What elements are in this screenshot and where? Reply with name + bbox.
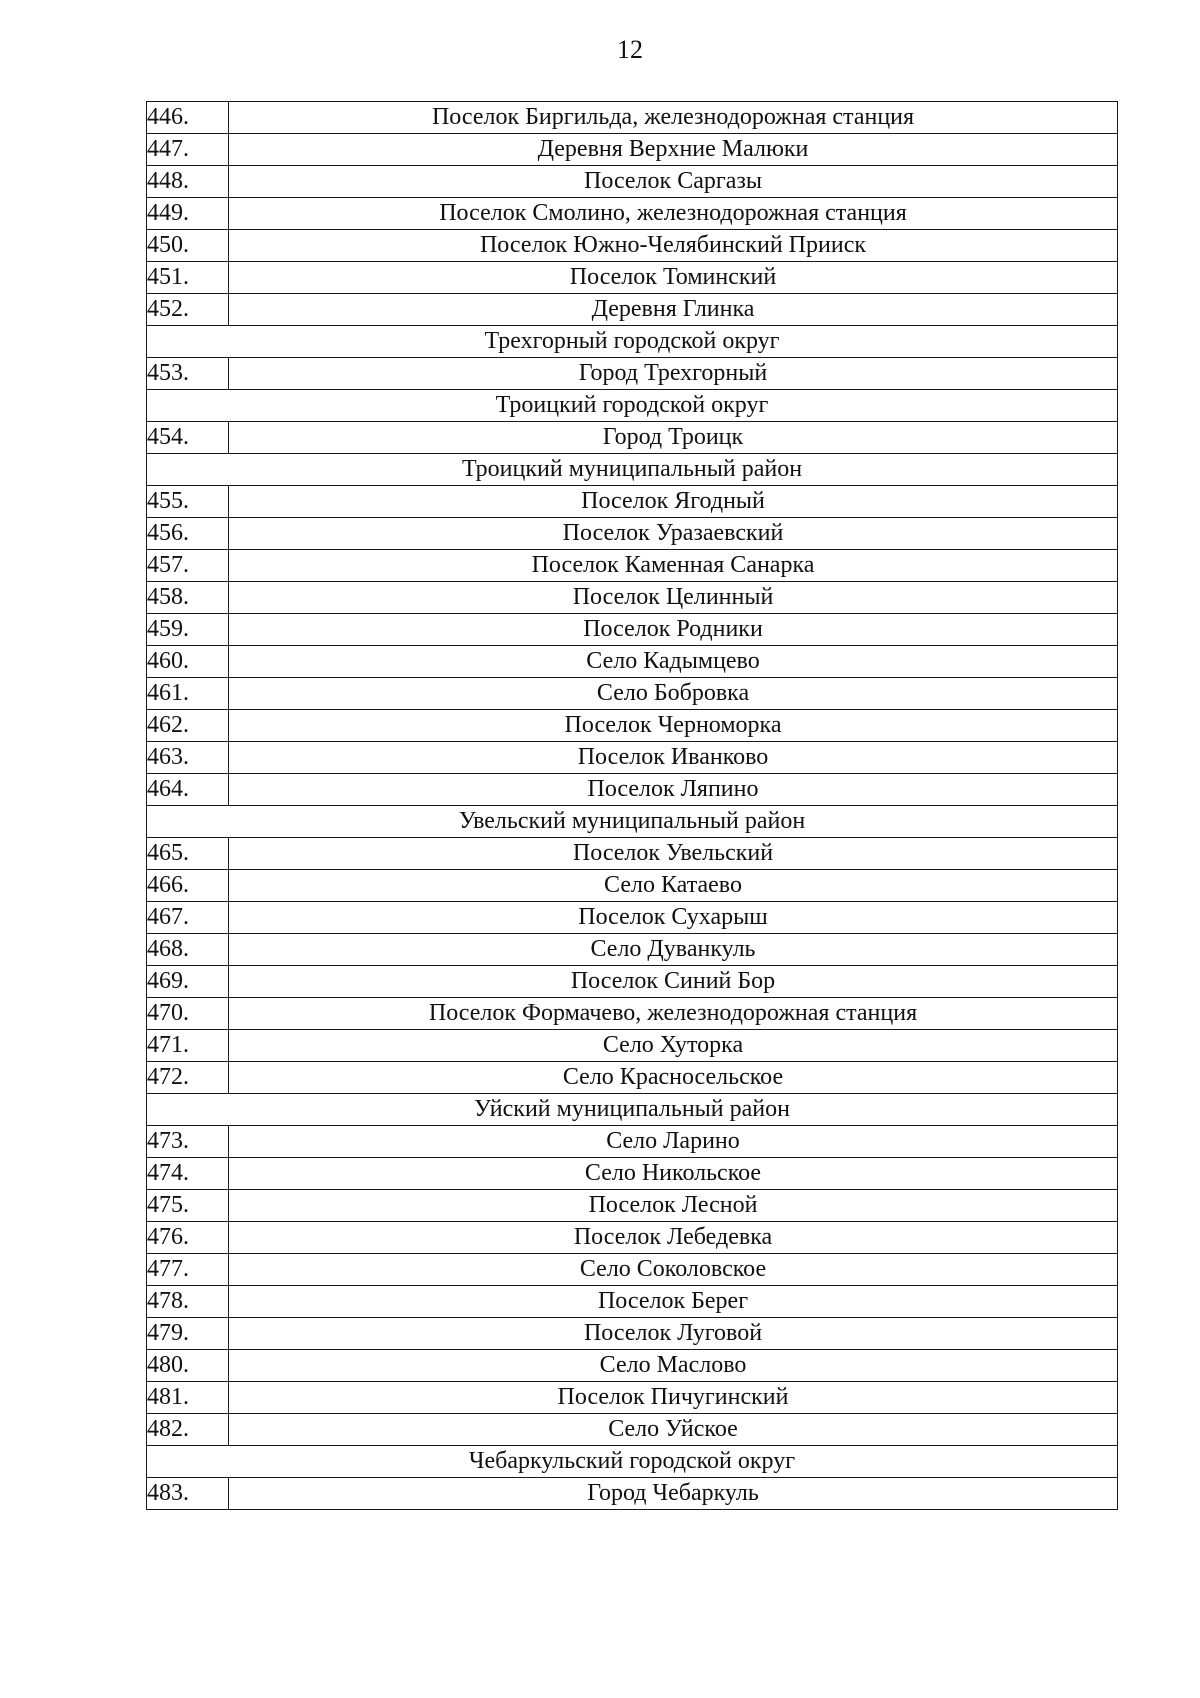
settlement-name: Поселок Берег xyxy=(229,1286,1118,1318)
settlement-name: Поселок Лебедевка xyxy=(229,1222,1118,1254)
table-row xyxy=(147,710,1118,742)
settlement-name: Поселок Синий Бор xyxy=(229,966,1118,998)
section-title: Чебаркульский городской округ xyxy=(147,1446,1118,1478)
settlement-name: Поселок Ягодный xyxy=(229,486,1118,518)
table-row xyxy=(147,262,1118,294)
table-row xyxy=(147,230,1118,262)
section-title: Троицкий городской округ xyxy=(147,390,1118,422)
row-number: 457. xyxy=(147,550,229,582)
table-row xyxy=(147,166,1118,198)
section-title: Трехгорный городской округ xyxy=(147,326,1118,358)
table-row xyxy=(147,1158,1118,1190)
section-header-row xyxy=(147,390,1118,422)
settlement-name: Село Катаево xyxy=(229,870,1118,902)
row-number: 455. xyxy=(147,486,229,518)
settlement-name: Село Кадымцево xyxy=(229,646,1118,678)
section-title: Уйский муниципальный район xyxy=(147,1094,1118,1126)
settlement-name: Поселок Формачево, железнодорожная станция xyxy=(229,998,1118,1030)
row-number: 480. xyxy=(147,1350,229,1382)
table-row xyxy=(147,1382,1118,1414)
table-row xyxy=(147,102,1118,134)
table-row xyxy=(147,1062,1118,1094)
settlement-name: Село Никольское xyxy=(229,1158,1118,1190)
settlement-name: Село Уйское xyxy=(229,1414,1118,1446)
row-number: 464. xyxy=(147,774,229,806)
table-row xyxy=(147,1222,1118,1254)
table-row xyxy=(147,966,1118,998)
row-number: 479. xyxy=(147,1318,229,1350)
table-row xyxy=(147,1190,1118,1222)
table-row xyxy=(147,486,1118,518)
table-row xyxy=(147,1254,1118,1286)
row-number: 450. xyxy=(147,230,229,262)
settlement-name: Поселок Смолино, железнодорожная станция xyxy=(229,198,1118,230)
section-header-row xyxy=(147,454,1118,486)
section-header-row xyxy=(147,1094,1118,1126)
settlement-name: Поселок Саргазы xyxy=(229,166,1118,198)
table-row xyxy=(147,934,1118,966)
settlement-name: Поселок Ляпино xyxy=(229,774,1118,806)
settlement-name: Поселок Томинский xyxy=(229,262,1118,294)
row-number: 473. xyxy=(147,1126,229,1158)
table-row xyxy=(147,742,1118,774)
row-number: 447. xyxy=(147,134,229,166)
row-number: 461. xyxy=(147,678,229,710)
table-row xyxy=(147,1126,1118,1158)
row-number: 454. xyxy=(147,422,229,454)
settlement-name: Поселок Уразаевский xyxy=(229,518,1118,550)
settlement-name: Город Троицк xyxy=(229,422,1118,454)
settlement-name: Село Красносельское xyxy=(229,1062,1118,1094)
settlement-name: Поселок Пичугинский xyxy=(229,1382,1118,1414)
row-number: 459. xyxy=(147,614,229,646)
row-number: 478. xyxy=(147,1286,229,1318)
row-number: 477. xyxy=(147,1254,229,1286)
page-number: 12 xyxy=(617,35,643,64)
table-row xyxy=(147,1478,1118,1510)
table-row xyxy=(147,646,1118,678)
section-title: Троицкий муниципальный район xyxy=(147,454,1118,486)
table-row xyxy=(147,294,1118,326)
settlement-name: Поселок Иванково xyxy=(229,742,1118,774)
table-row xyxy=(147,1286,1118,1318)
row-number: 463. xyxy=(147,742,229,774)
row-number: 467. xyxy=(147,902,229,934)
settlement-name: Поселок Родники xyxy=(229,614,1118,646)
table-row xyxy=(147,1030,1118,1062)
settlement-name: Поселок Лесной xyxy=(229,1190,1118,1222)
row-number: 465. xyxy=(147,838,229,870)
settlement-name: Деревня Глинка xyxy=(229,294,1118,326)
row-number: 466. xyxy=(147,870,229,902)
table-row xyxy=(147,902,1118,934)
settlement-name: Село Дуванкуль xyxy=(229,934,1118,966)
row-number: 451. xyxy=(147,262,229,294)
row-number: 449. xyxy=(147,198,229,230)
row-number: 468. xyxy=(147,934,229,966)
settlement-name: Поселок Биргильда, железнодорожная станция xyxy=(229,102,1118,134)
row-number: 476. xyxy=(147,1222,229,1254)
section-header-row xyxy=(147,1446,1118,1478)
table-row xyxy=(147,614,1118,646)
section-title: Увельский муниципальный район xyxy=(147,806,1118,838)
row-number: 482. xyxy=(147,1414,229,1446)
row-number: 458. xyxy=(147,582,229,614)
row-number: 471. xyxy=(147,1030,229,1062)
settlement-name: Город Трехгорный xyxy=(229,358,1118,390)
table-row xyxy=(147,198,1118,230)
table-row xyxy=(147,838,1118,870)
section-header-row xyxy=(147,326,1118,358)
settlements-table-body xyxy=(147,102,1118,1510)
table-row xyxy=(147,1350,1118,1382)
settlement-name: Село Ларино xyxy=(229,1126,1118,1158)
section-header-row xyxy=(147,806,1118,838)
table-row xyxy=(147,998,1118,1030)
row-number: 462. xyxy=(147,710,229,742)
row-number: 470. xyxy=(147,998,229,1030)
table-row xyxy=(147,358,1118,390)
settlement-name: Село Хуторка xyxy=(229,1030,1118,1062)
table-row xyxy=(147,518,1118,550)
row-number: 452. xyxy=(147,294,229,326)
row-number: 456. xyxy=(147,518,229,550)
table-row xyxy=(147,134,1118,166)
settlement-name: Город Чебаркуль xyxy=(229,1478,1118,1510)
settlement-name: Село Соколовское xyxy=(229,1254,1118,1286)
settlement-name: Поселок Каменная Санарка xyxy=(229,550,1118,582)
table-row xyxy=(147,870,1118,902)
table-row xyxy=(147,422,1118,454)
table-row xyxy=(147,582,1118,614)
row-number: 469. xyxy=(147,966,229,998)
row-number: 481. xyxy=(147,1382,229,1414)
table-row xyxy=(147,774,1118,806)
table-row xyxy=(147,678,1118,710)
row-number: 474. xyxy=(147,1158,229,1190)
settlement-name: Поселок Увельский xyxy=(229,838,1118,870)
settlement-name: Поселок Южно-Челябинский Прииск xyxy=(229,230,1118,262)
settlement-name: Поселок Сухарыш xyxy=(229,902,1118,934)
settlement-name: Поселок Луговой xyxy=(229,1318,1118,1350)
table-row xyxy=(147,550,1118,582)
settlements-table xyxy=(146,101,1118,1510)
row-number: 448. xyxy=(147,166,229,198)
row-number: 475. xyxy=(147,1190,229,1222)
row-number: 472. xyxy=(147,1062,229,1094)
settlement-name: Деревня Верхние Малюки xyxy=(229,134,1118,166)
row-number: 460. xyxy=(147,646,229,678)
row-number: 483. xyxy=(147,1478,229,1510)
table-row xyxy=(147,1318,1118,1350)
row-number: 453. xyxy=(147,358,229,390)
settlement-name: Село Бобровка xyxy=(229,678,1118,710)
settlement-name: Село Маслово xyxy=(229,1350,1118,1382)
row-number: 446. xyxy=(147,102,229,134)
table-row xyxy=(147,1414,1118,1446)
settlement-name: Поселок Черноморка xyxy=(229,710,1118,742)
settlement-name: Поселок Целинный xyxy=(229,582,1118,614)
